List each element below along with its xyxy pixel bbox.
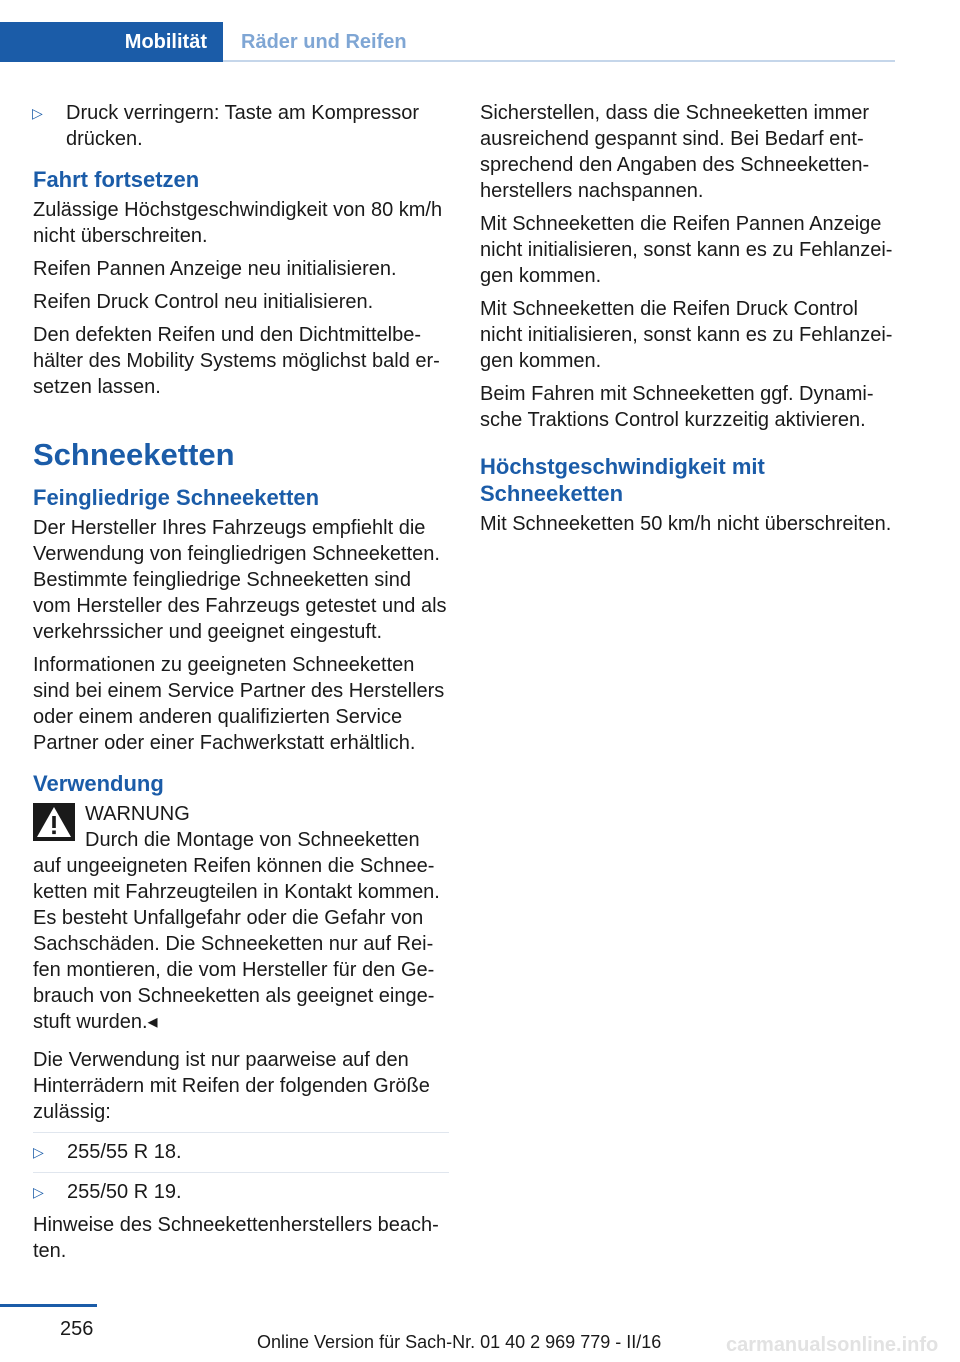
list-item (33, 1172, 449, 1205)
heading-feingliedrige-schneeketten: Feingliedrige Schneeketten (33, 485, 320, 510)
paragraph: Mit Schneeketten die Reifen Druck Control nicht initialisieren, sonst kann es zu Fehlanzeigen kommen. (480, 298, 893, 372)
paragraph: Beim Fahren mit Schneeketten ggf. Dynamische Traktions Control kurzzeitig aktivieren. (480, 383, 874, 431)
paragraph: Informationen zu geeigneten Schneeketten sind bei einem Service Partner des Herstellers oder einem anderen qualifizierten Service Partner oder einer Fachwerkstatt erhältlich. (33, 654, 445, 754)
triangle-right-icon: ▷ (33, 1184, 44, 1200)
warning-triangle-icon (33, 803, 75, 841)
footer-divider (0, 1304, 97, 1307)
triangle-right-icon: ▷ (33, 1144, 44, 1160)
paragraph: Der Hersteller Ihres Fahrzeugs empfiehlt die Verwendung von feingliedrigen Schneeketten. Bestimmte feingliedrige Schneeketten sind vom Hersteller des Fahrzeugs getestet und als verkehrssicher und geeignet eingestuft. (33, 517, 447, 643)
list-item-text: 255/50 R 19. (67, 1181, 182, 1203)
paragraph: Reifen Pannen Anzeige neu initialisieren. (33, 258, 397, 280)
list-item (33, 1132, 449, 1165)
paragraph: Sicherstellen, dass die Schneeketten immer ausreichend gespannt sind. Bei Bedarf entsprechend den Angaben des Schneekettenherstellers nachspannen. (480, 102, 870, 202)
right-column (480, 100, 896, 544)
heading-hoechstgeschwindigkeit: Höchstgeschwindigkeit mit Schneeketten (480, 454, 765, 506)
warning-line: Durch die Montage von Schneeketten (85, 829, 420, 851)
warning-text: auf ungeeigneten Reifen können die Schneeketten mit Fahrzeugteilen in Kontakt kommen. Es besteht Unfallgefahr oder die Gefahr von Sachschäden. Die Schneeketten nur auf Reifen montieren, die vom Hersteller für den Gebrauch von Schneeketten als geeignet eingestuft wurden.◂ (33, 855, 440, 1033)
heading-verwendung: Verwendung (33, 771, 164, 796)
warning-title: WARNUNG (85, 803, 190, 825)
watermark: carmanualsonline.info (726, 1334, 939, 1356)
paragraph: Den defekten Reifen und den Dichtmittelbehälter des Mobility Systems möglichst bald ersetzen lassen. (33, 324, 440, 398)
paragraph: Zulässige Höchstgeschwindigkeit von 80 km/h nicht überschreiten. (33, 199, 443, 247)
heading-fahrt-fortsetzen: Fahrt fortsetzen (33, 167, 200, 192)
page-header (0, 0, 895, 62)
left-column (33, 100, 449, 1271)
list-item-text: Druck verringern: Taste am Kompressor drücken. (66, 102, 420, 150)
paragraph: Mit Schneeketten 50 km/h nicht überschreiten. (480, 513, 892, 535)
paragraph: Mit Schneeketten die Reifen Pannen Anzeige nicht initialisieren, sonst kann es zu Fehlanzeigen kommen. (480, 213, 893, 287)
tab-raeder-label: Räder und Reifen (241, 30, 407, 53)
list-item (0, 100, 449, 152)
paragraph: Die Verwendung ist nur paarweise auf den Hinterrädern mit Reifen der folgenden Größe zulässig: (33, 1049, 430, 1123)
heading-schneeketten: Schneeketten (33, 437, 235, 472)
tab-mobilitaet (0, 22, 223, 62)
paragraph: Reifen Druck Control neu initialisieren. (33, 291, 374, 313)
header-divider (223, 60, 895, 62)
triangle-right-icon: ▷ (32, 105, 43, 121)
tab-raeder-und-reifen (241, 22, 407, 62)
online-version-text: Online Version für Sach-Nr. 01 40 2 969 779 - II/16 (257, 1332, 662, 1352)
paragraph: Hinweise des Schneekettenherstellers beachten. (33, 1214, 439, 1262)
list-item-text: 255/55 R 18. (67, 1141, 182, 1163)
warning-box (33, 801, 449, 1035)
page-number: 256 (60, 1318, 94, 1340)
tab-mobilitaet-label: Mobilität (124, 30, 207, 53)
